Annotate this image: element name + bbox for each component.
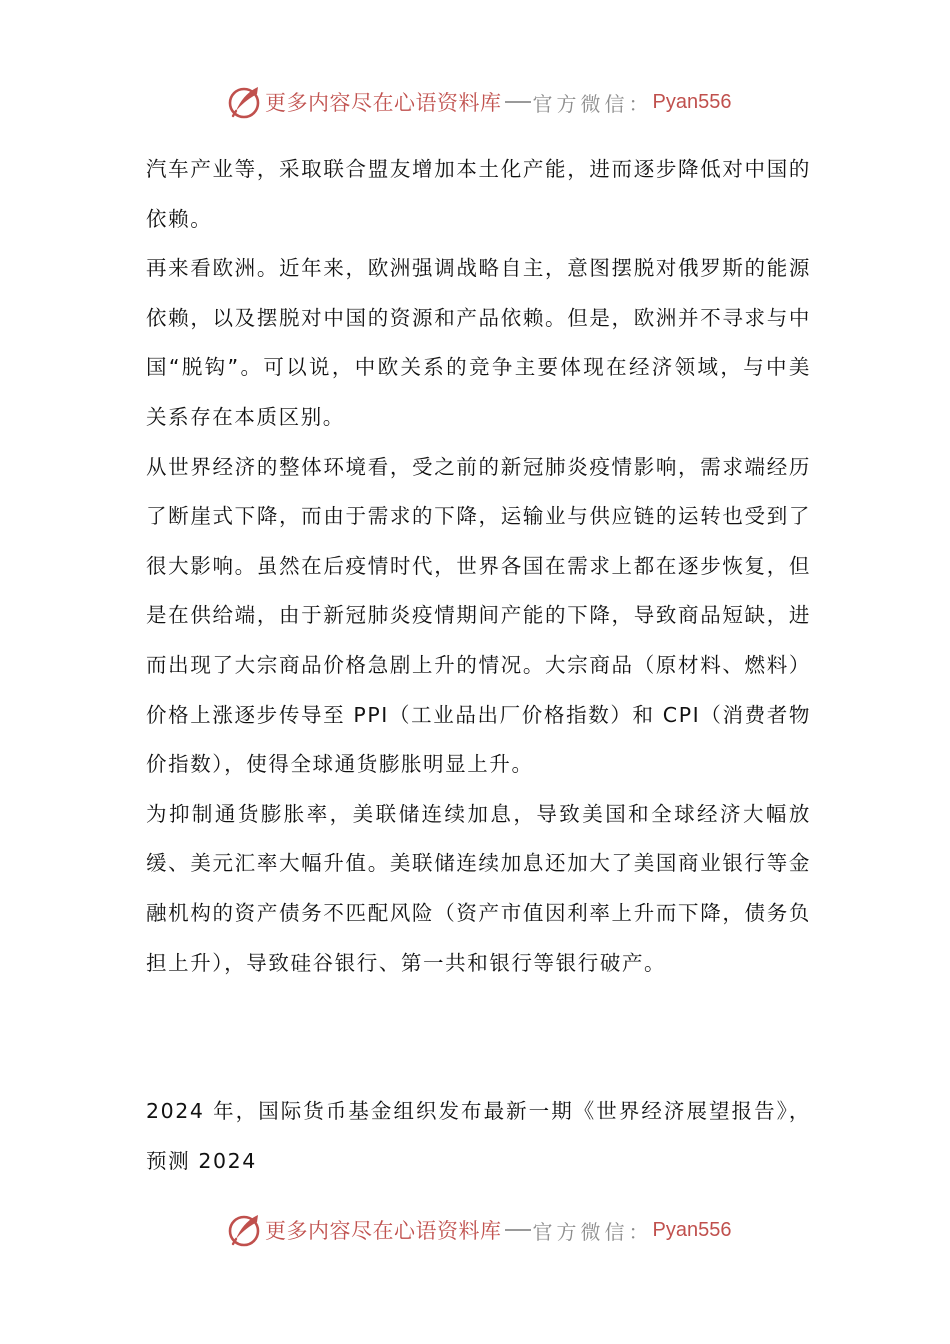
quill-logo-icon — [227, 84, 263, 120]
paragraph: 从世界经济的整体环境看，受之前的新冠肺炎疫情影响，需求端经历了断崖式下降，而由于需求的下降，运输业与供应链的运转也受到了很大影响。虽然在后疫情时代，世界各国在需求上都在逐步恢复，但是在供给端，由于新冠肺炎疫情期间产能的下降，导致商品短缺，进而出现了大宗商品价格急剧上升的情况。大宗商品（原材料、燃料）价格上涨逐步传导至 PPI（工业品出厂价格指数）和 CPI（消费者物价指数），使得全球通货膨胀明显上升。 — [146, 454, 811, 777]
banner-dash — [505, 101, 531, 103]
document-body — [146, 145, 811, 1186]
brand-text: 更多内容尽在心语资料库 — [265, 1219, 502, 1243]
official-label: 官方微信： — [532, 1219, 653, 1244]
quill-logo-icon — [227, 1212, 263, 1248]
paragraph: 2024 年，国际货币基金组织发布最新一期《世界经济展望报告》，预测 2024 — [146, 1099, 811, 1173]
header-banner — [227, 82, 731, 122]
footer-banner — [227, 1210, 731, 1250]
paragraph: 汽车产业等，采取联合盟友增加本土化产能，进而逐步降低对中国的依赖。 — [146, 157, 811, 231]
official-label: 官方微信： — [532, 91, 653, 116]
banner-dash — [505, 1229, 531, 1231]
paragraph: 为抑制通货膨胀率，美联储连续加息，导致美国和全球经济大幅放缓、美元汇率大幅升值。美联储连续加息还加大了美国商业银行等金融机构的资产债务不匹配风险（资产市值因利率上升而下降，债务负担上升），导致硅谷银行、第一共和银行等银行破产。 — [146, 801, 811, 975]
wechat-id: Pyan556 — [652, 90, 732, 113]
brand-text: 更多内容尽在心语资料库 — [265, 91, 502, 115]
paragraph: 再来看欧洲。近年来，欧洲强调战略自主，意图摆脱对俄罗斯的能源依赖，以及摆脱对中国的资源和产品依赖。但是，欧洲并不寻求与中国“脱钩”。可以说，中欧关系的竞争主要体现在经济领域，与中美关系存在本质区别。 — [146, 256, 811, 429]
wechat-id: Pyan556 — [652, 1218, 732, 1241]
